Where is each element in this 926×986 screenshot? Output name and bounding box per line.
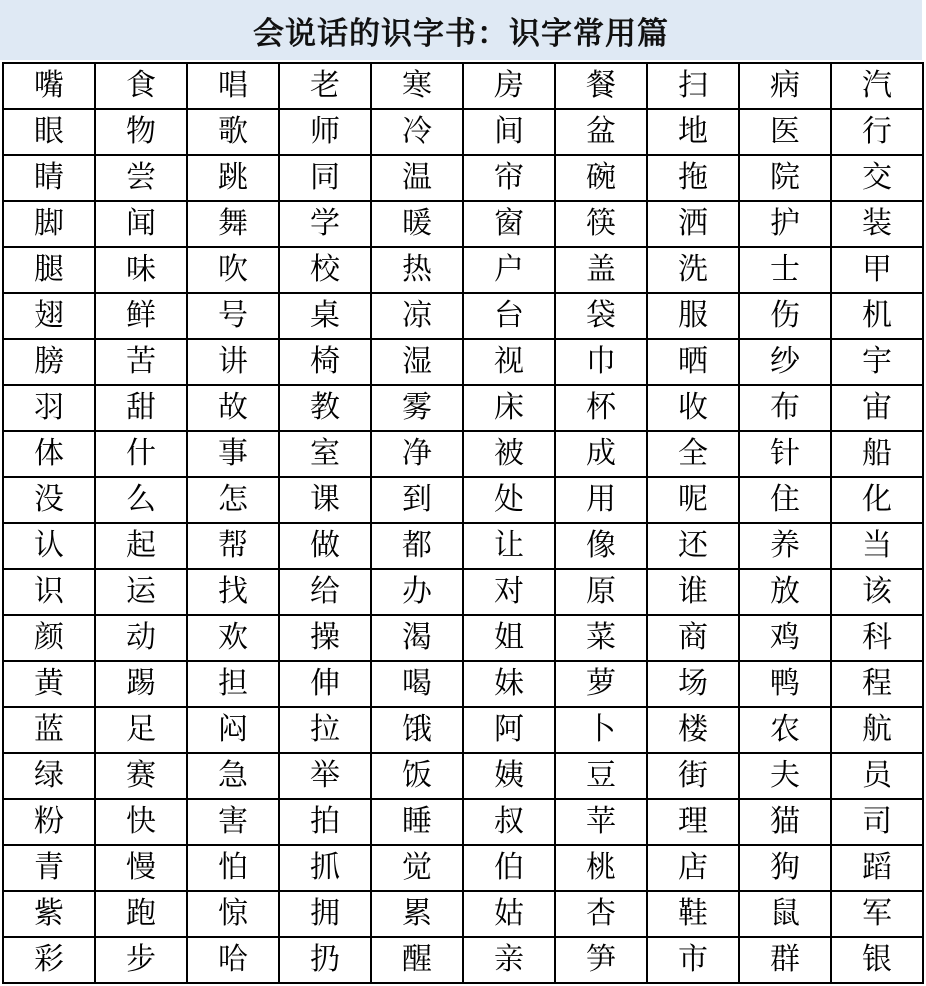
grid-row: [3, 569, 923, 615]
character-cell: 苦: [95, 339, 187, 385]
character-cell: 街: [647, 753, 739, 799]
grid-row: [3, 661, 923, 707]
character-cell: 甲: [831, 247, 923, 293]
character-cell: 宙: [831, 385, 923, 431]
character-cell: 脚: [3, 201, 95, 247]
grid-row: [3, 615, 923, 661]
character-cell: 觉: [371, 845, 463, 891]
character-cell: 体: [3, 431, 95, 477]
character-cell: 苹: [555, 799, 647, 845]
character-cell: 杏: [555, 891, 647, 937]
character-cell: 筷: [555, 201, 647, 247]
character-cell: 跳: [187, 155, 279, 201]
character-cell: 认: [3, 523, 95, 569]
character-cell: 饿: [371, 707, 463, 753]
character-cell: 净: [371, 431, 463, 477]
page-title: 会说话的识字书：识字常用篇: [253, 15, 669, 52]
grid-row: [3, 63, 923, 109]
character-cell: 蓝: [3, 707, 95, 753]
character-cell: 做: [279, 523, 371, 569]
character-cell: 冷: [371, 109, 463, 155]
character-cell: 嘴: [3, 63, 95, 109]
character-cell: 姐: [463, 615, 555, 661]
character-cell: 扫: [647, 63, 739, 109]
grid-row: [3, 431, 923, 477]
character-cell: 足: [95, 707, 187, 753]
character-cell: 军: [831, 891, 923, 937]
grid-row: [3, 155, 923, 201]
character-cell: 台: [463, 293, 555, 339]
character-cell: 师: [279, 109, 371, 155]
character-cell: 物: [95, 109, 187, 155]
character-cell: 服: [647, 293, 739, 339]
character-cell: 拍: [279, 799, 371, 845]
character-cell: 行: [831, 109, 923, 155]
character-cell: 盆: [555, 109, 647, 155]
character-cell: 商: [647, 615, 739, 661]
character-cell: 椅: [279, 339, 371, 385]
character-cell: 食: [95, 63, 187, 109]
character-cell: 累: [371, 891, 463, 937]
character-cell: 帮: [187, 523, 279, 569]
character-cell: 袋: [555, 293, 647, 339]
character-cell: 让: [463, 523, 555, 569]
character-cell: 科: [831, 615, 923, 661]
grid-row: [3, 477, 923, 523]
character-cell: 惊: [187, 891, 279, 937]
character-cell: 怎: [187, 477, 279, 523]
character-cell: 害: [187, 799, 279, 845]
character-cell: 病: [739, 63, 831, 109]
character-cell: 用: [555, 477, 647, 523]
character-cell: 伤: [739, 293, 831, 339]
character-cell: 动: [95, 615, 187, 661]
character-cell: 店: [647, 845, 739, 891]
character-cell: 腿: [3, 247, 95, 293]
character-cell: 被: [463, 431, 555, 477]
character-cell: 场: [647, 661, 739, 707]
character-cell: 处: [463, 477, 555, 523]
character-cell: 操: [279, 615, 371, 661]
character-cell: 针: [739, 431, 831, 477]
character-cell: 湿: [371, 339, 463, 385]
character-grid-container: [2, 62, 924, 984]
character-cell: 夫: [739, 753, 831, 799]
character-cell: 银: [831, 937, 923, 983]
character-cell: 呢: [647, 477, 739, 523]
character-cell: 蹈: [831, 845, 923, 891]
character-cell: 住: [739, 477, 831, 523]
character-cell: 院: [739, 155, 831, 201]
character-cell: 羽: [3, 385, 95, 431]
character-cell: 妹: [463, 661, 555, 707]
character-cell: 粉: [3, 799, 95, 845]
character-cell: 还: [647, 523, 739, 569]
character-cell: 号: [187, 293, 279, 339]
character-cell: 跑: [95, 891, 187, 937]
character-cell: 闷: [187, 707, 279, 753]
character-cell: 叔: [463, 799, 555, 845]
character-cell: 交: [831, 155, 923, 201]
character-cell: 教: [279, 385, 371, 431]
character-cell: 狗: [739, 845, 831, 891]
character-cell: 雾: [371, 385, 463, 431]
character-cell: 士: [739, 247, 831, 293]
character-cell: 汽: [831, 63, 923, 109]
character-cell: 步: [95, 937, 187, 983]
character-cell: 什: [95, 431, 187, 477]
grid-row: [3, 707, 923, 753]
character-cell: 地: [647, 109, 739, 155]
character-cell: 校: [279, 247, 371, 293]
character-cell: 寒: [371, 63, 463, 109]
grid-row: [3, 799, 923, 845]
character-cell: 拖: [647, 155, 739, 201]
grid-row: [3, 891, 923, 937]
character-cell: 晒: [647, 339, 739, 385]
grid-row: [3, 293, 923, 339]
character-cell: 伸: [279, 661, 371, 707]
character-cell: 扔: [279, 937, 371, 983]
character-cell: 司: [831, 799, 923, 845]
character-cell: 黄: [3, 661, 95, 707]
character-cell: 甜: [95, 385, 187, 431]
character-cell: 该: [831, 569, 923, 615]
character-cell: 鲜: [95, 293, 187, 339]
character-cell: 姑: [463, 891, 555, 937]
character-cell: 眼: [3, 109, 95, 155]
character-cell: 洒: [647, 201, 739, 247]
character-cell: 颜: [3, 615, 95, 661]
character-cell: 阿: [463, 707, 555, 753]
character-cell: 课: [279, 477, 371, 523]
character-cell: 拉: [279, 707, 371, 753]
character-cell: 味: [95, 247, 187, 293]
character-cell: 装: [831, 201, 923, 247]
character-grid-body: [3, 63, 923, 983]
character-cell: 桌: [279, 293, 371, 339]
character-cell: 豆: [555, 753, 647, 799]
character-cell: 青: [3, 845, 95, 891]
grid-row: [3, 339, 923, 385]
character-cell: 理: [647, 799, 739, 845]
character-cell: 尝: [95, 155, 187, 201]
character-cell: 讲: [187, 339, 279, 385]
character-cell: 卜: [555, 707, 647, 753]
character-cell: 原: [555, 569, 647, 615]
character-cell: 闻: [95, 201, 187, 247]
character-cell: 宇: [831, 339, 923, 385]
character-cell: 喝: [371, 661, 463, 707]
character-cell: 程: [831, 661, 923, 707]
character-cell: 吹: [187, 247, 279, 293]
character-cell: 萝: [555, 661, 647, 707]
character-cell: 盖: [555, 247, 647, 293]
character-cell: 紫: [3, 891, 95, 937]
character-cell: 故: [187, 385, 279, 431]
character-cell: 鸭: [739, 661, 831, 707]
character-cell: 洗: [647, 247, 739, 293]
character-cell: 布: [739, 385, 831, 431]
character-cell: 收: [647, 385, 739, 431]
character-cell: 都: [371, 523, 463, 569]
character-cell: 慢: [95, 845, 187, 891]
character-cell: 航: [831, 707, 923, 753]
character-cell: 医: [739, 109, 831, 155]
character-cell: 化: [831, 477, 923, 523]
character-cell: 睡: [371, 799, 463, 845]
grid-row: [3, 201, 923, 247]
character-cell: 赛: [95, 753, 187, 799]
character-cell: 室: [279, 431, 371, 477]
character-cell: 鸡: [739, 615, 831, 661]
character-cell: 学: [279, 201, 371, 247]
character-cell: 事: [187, 431, 279, 477]
character-cell: 找: [187, 569, 279, 615]
character-cell: 起: [95, 523, 187, 569]
grid-row: [3, 753, 923, 799]
character-cell: 机: [831, 293, 923, 339]
character-cell: 窗: [463, 201, 555, 247]
character-cell: 膀: [3, 339, 95, 385]
character-cell: 饭: [371, 753, 463, 799]
character-cell: 没: [3, 477, 95, 523]
grid-row: [3, 845, 923, 891]
character-cell: 全: [647, 431, 739, 477]
character-cell: 菜: [555, 615, 647, 661]
character-cell: 暖: [371, 201, 463, 247]
character-cell: 拥: [279, 891, 371, 937]
character-cell: 员: [831, 753, 923, 799]
character-cell: 成: [555, 431, 647, 477]
character-cell: 市: [647, 937, 739, 983]
character-cell: 凉: [371, 293, 463, 339]
character-cell: 举: [279, 753, 371, 799]
character-cell: 怕: [187, 845, 279, 891]
character-cell: 楼: [647, 707, 739, 753]
character-cell: 识: [3, 569, 95, 615]
character-cell: 唱: [187, 63, 279, 109]
character-cell: 温: [371, 155, 463, 201]
character-cell: 翅: [3, 293, 95, 339]
character-cell: 歌: [187, 109, 279, 155]
character-cell: 猫: [739, 799, 831, 845]
character-cell: 船: [831, 431, 923, 477]
character-cell: 纱: [739, 339, 831, 385]
character-cell: 视: [463, 339, 555, 385]
grid-row: [3, 109, 923, 155]
character-grid: [2, 62, 924, 984]
character-cell: 同: [279, 155, 371, 201]
character-cell: 抓: [279, 845, 371, 891]
character-cell: 担: [187, 661, 279, 707]
character-cell: 哈: [187, 937, 279, 983]
character-cell: 户: [463, 247, 555, 293]
character-cell: 么: [95, 477, 187, 523]
character-cell: 农: [739, 707, 831, 753]
character-cell: 群: [739, 937, 831, 983]
character-cell: 办: [371, 569, 463, 615]
character-cell: 碗: [555, 155, 647, 201]
character-cell: 护: [739, 201, 831, 247]
character-cell: 养: [739, 523, 831, 569]
grid-row: [3, 523, 923, 569]
character-cell: 热: [371, 247, 463, 293]
grid-row: [3, 385, 923, 431]
character-cell: 当: [831, 523, 923, 569]
character-cell: 鞋: [647, 891, 739, 937]
character-cell: 房: [463, 63, 555, 109]
character-cell: 醒: [371, 937, 463, 983]
character-cell: 快: [95, 799, 187, 845]
grid-row: [3, 937, 923, 983]
character-cell: 老: [279, 63, 371, 109]
character-cell: 踢: [95, 661, 187, 707]
character-cell: 运: [95, 569, 187, 615]
character-cell: 鼠: [739, 891, 831, 937]
character-cell: 间: [463, 109, 555, 155]
character-cell: 对: [463, 569, 555, 615]
character-cell: 帘: [463, 155, 555, 201]
character-cell: 巾: [555, 339, 647, 385]
character-cell: 睛: [3, 155, 95, 201]
character-cell: 桃: [555, 845, 647, 891]
character-cell: 餐: [555, 63, 647, 109]
character-cell: 谁: [647, 569, 739, 615]
character-cell: 急: [187, 753, 279, 799]
character-cell: 渴: [371, 615, 463, 661]
character-cell: 姨: [463, 753, 555, 799]
character-cell: 到: [371, 477, 463, 523]
character-cell: 杯: [555, 385, 647, 431]
character-cell: 欢: [187, 615, 279, 661]
character-cell: 舞: [187, 201, 279, 247]
character-cell: 亲: [463, 937, 555, 983]
character-cell: 放: [739, 569, 831, 615]
character-cell: 给: [279, 569, 371, 615]
character-cell: 床: [463, 385, 555, 431]
character-cell: 像: [555, 523, 647, 569]
character-cell: 伯: [463, 845, 555, 891]
title-bar: [0, 0, 922, 60]
grid-row: [3, 247, 923, 293]
character-cell: 笋: [555, 937, 647, 983]
character-cell: 绿: [3, 753, 95, 799]
character-cell: 彩: [3, 937, 95, 983]
